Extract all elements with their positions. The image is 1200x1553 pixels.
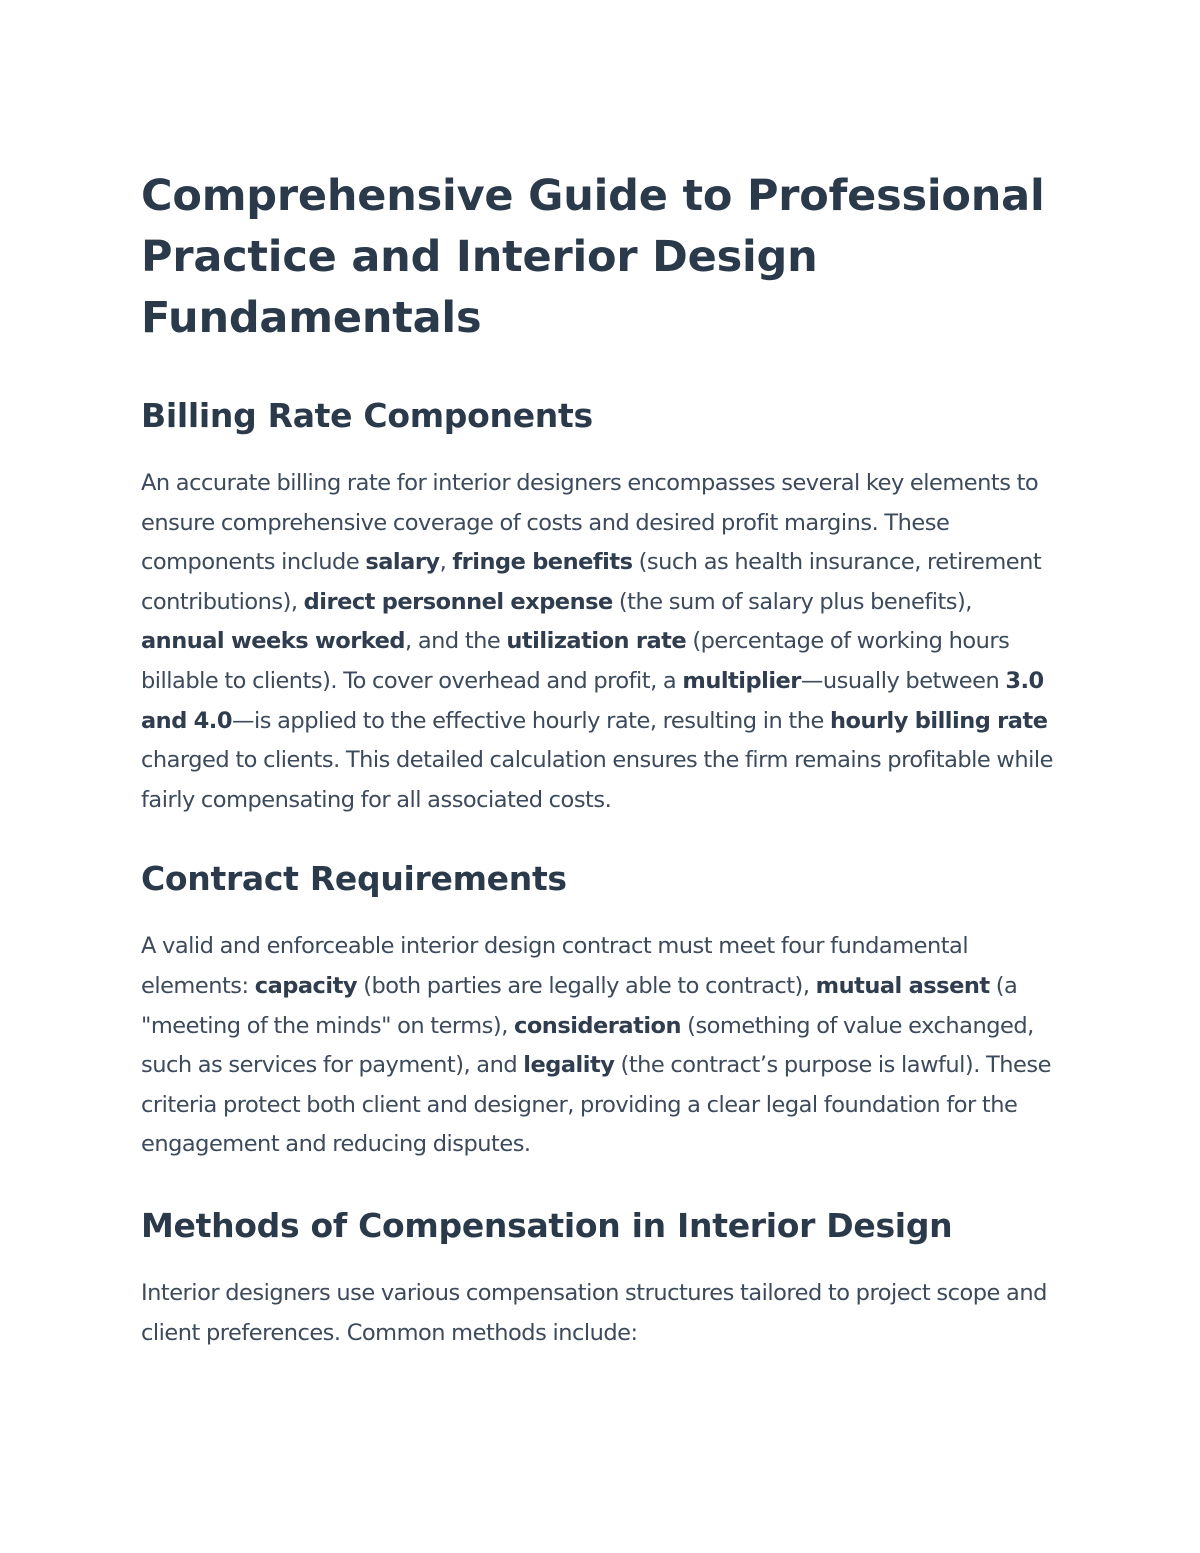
document-title: Comprehensive Guide to Professional Practice and Interior Design Fundamentals bbox=[141, 171, 1045, 343]
term-salary: salary bbox=[365, 549, 440, 576]
text-run: , bbox=[439, 549, 453, 576]
text-run: (the contract’s purpose is lawful). These criteria protect both client and designer, providing a clear legal foundation for the engagement and reducing disputes. bbox=[141, 1052, 1051, 1158]
term-utilization-rate: utilization rate bbox=[506, 628, 687, 655]
term-annual-weeks-worked: annual weeks worked bbox=[141, 628, 406, 655]
term-multiplier-range: 3.0 and 4.0 bbox=[141, 667, 1044, 734]
section-heading-contract-requirements: Contract Requirements bbox=[141, 859, 567, 899]
text-run: , and the bbox=[405, 628, 507, 655]
text-run: —is applied to the effective hourly rate, resulting in the bbox=[232, 707, 830, 734]
text-run: A valid and enforceable interior design contract must meet four fundamental elements: bbox=[141, 933, 969, 999]
text-run: (the sum of salary plus benefits), bbox=[612, 588, 972, 615]
text-run: charged to clients. This detailed calculation ensures the firm remains profitable while fairly compensating for all associated costs. bbox=[141, 747, 1053, 813]
term-multiplier: multiplier bbox=[682, 667, 801, 694]
section-heading-compensation-methods: Methods of Compensation in Interior Design bbox=[141, 1205, 953, 1245]
term-legality: legality bbox=[523, 1052, 615, 1079]
section-paragraph-compensation-methods bbox=[141, 1274, 1060, 1353]
section-heading-billing-rate: Billing Rate Components bbox=[141, 396, 593, 435]
text-run: (both parties are legally able to contract), bbox=[357, 972, 816, 999]
text-run: Interior designers use various compensation structures tailored to project scope and client preferences. Common methods include: bbox=[141, 1279, 1047, 1346]
term-fringe-benefits: fringe benefits bbox=[452, 549, 633, 576]
term-mutual-assent: mutual assent bbox=[815, 972, 990, 999]
text-run: (something of value exchanged, such as services for payment), and bbox=[141, 1012, 1034, 1079]
term-capacity: capacity bbox=[254, 972, 358, 999]
text-run: An accurate billing rate for interior designers encompasses several key elements to ensure comprehensive coverage of costs and desired profit margins. These components include bbox=[141, 470, 1039, 576]
term-consideration: consideration bbox=[514, 1012, 682, 1039]
term-hourly-billing-rate: hourly billing rate bbox=[829, 707, 1048, 734]
term-direct-personnel-expense: direct personnel expense bbox=[303, 588, 613, 615]
text-run: —usually between bbox=[800, 667, 1006, 694]
section-paragraph-billing-rate bbox=[141, 464, 1060, 820]
text-run: (such as health insurance, retirement contributions), bbox=[141, 549, 1042, 615]
text-run: (percentage of working hours billable to clients). To cover overhead and profit, a bbox=[141, 628, 1010, 694]
text-run: (a "meeting of the minds" on terms), bbox=[141, 972, 1018, 1039]
section-paragraph-contract-requirements bbox=[141, 927, 1060, 1165]
